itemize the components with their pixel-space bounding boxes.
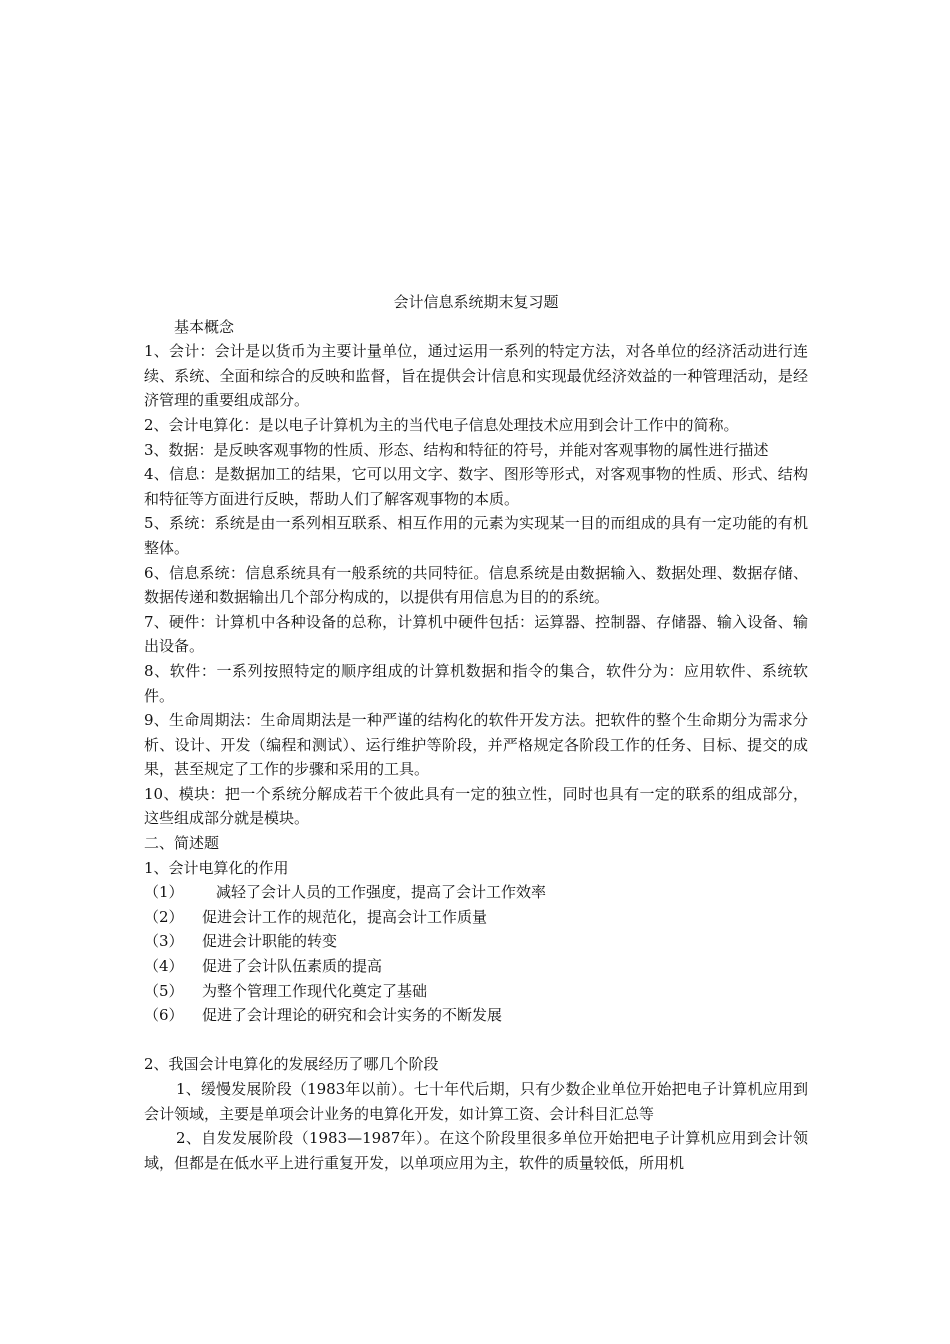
definition-label: 4、信息： <box>144 465 215 484</box>
definition-accounting <box>144 339 808 413</box>
stage-paragraph: 1、缓慢发展阶段（1983年以前）。七十年代后期，只有少数企业单位开始把电子计算机应用到会计领域，主要是单项会计业务的电算化开发，如计算工资、会计科目汇总等 <box>144 1080 808 1123</box>
definition-computerized-accounting <box>144 413 808 438</box>
definition-module <box>144 782 808 831</box>
definition-text: 生命周期法是一种严谨的结构化的软件开发方法。把软件的整个生命期分为需求分析、设计、开发（编程和测试）、运行维护等阶段，并严格规定各阶段工作的任务、目标、提交的成果，甚至规定了工作的步骤和采用的工具。 <box>144 711 808 779</box>
definition-label: 8、软件： <box>144 661 217 680</box>
list-item-number: （5） <box>144 981 184 1000</box>
definition-label: 1、会计： <box>144 342 215 361</box>
blank-line <box>144 1028 808 1053</box>
definition-label: 7、硬件： <box>144 612 215 631</box>
list-item-number: （4） <box>144 957 184 976</box>
definition-hardware <box>144 610 808 659</box>
definition-text: 是反映客观事物的性质、形态、结构和特征的符号，并能对客观事物的属性进行描述 <box>213 440 769 459</box>
definition-system <box>144 511 808 560</box>
definition-life-cycle-method <box>144 708 808 782</box>
list-item-number: （3） <box>144 932 184 951</box>
list-item-text: 促进会计工作的规范化，提高会计工作质量 <box>202 907 488 926</box>
definition-label: 10、模块： <box>144 784 225 803</box>
document-title: 会计信息系统期末复习题 <box>393 293 559 311</box>
definition-text: 计算机中各种设备的总称，计算机中硬件包括：运算器、控制器、存储器、输入设备、输出设备。 <box>144 612 809 656</box>
list-item-text: 促进了会计队伍素质的提高 <box>202 957 383 976</box>
question-1-title: 1、会计电算化的作用 <box>144 858 289 877</box>
definition-text: 会计是以货币为主要计量单位，通过运用一系列的特定方法，对各单位的经济活动进行连续、系统、全面和综合的反映和监督，旨在提供会计信息和实现最优经济效益的一种管理活动，是经济管理的重要组成部分。 <box>144 342 809 410</box>
definition-data <box>144 438 808 463</box>
definition-label: 9、生命周期法： <box>144 711 261 730</box>
list-item <box>144 1003 808 1028</box>
definition-software <box>144 659 808 708</box>
definition-label: 6、信息系统： <box>144 563 246 582</box>
stage-paragraph: 2、自发发展阶段（1983—1987年）。在这个阶段里很多单位开始把电子计算机应用到会计领域，但都是在低水平上进行重复开发，以单项应用为主，软件的质量较低，所用机 <box>144 1129 808 1172</box>
definition-label: 2、会计电算化： <box>144 415 259 434</box>
definition-text: 是以电子计算机为主的当代电子信息处理技术应用到会计工作中的简称。 <box>258 415 739 434</box>
definition-label: 5、系统： <box>144 514 215 533</box>
list-item-text: 减轻了会计人员的工作强度，提高了会计工作效率 <box>216 883 547 902</box>
section-heading-short-answer: 二、简述题 <box>144 834 220 853</box>
section-heading-basic-concepts: 基本概念 <box>174 317 235 336</box>
definition-text: 把一个系统分解成若干个彼此具有一定的独立性，同时也具有一定的联系的组成部分，这些组成部分就是模块。 <box>144 784 808 828</box>
list-item <box>144 979 808 1004</box>
definition-text: 是数据加工的结果，它可以用文字、数字、图形等形式，对客观事物的性质、形式、结构和特征等方面进行反映，帮助人们了解客观事物的本质。 <box>144 465 809 508</box>
list-item <box>144 880 808 905</box>
question-2-title: 2、我国会计电算化的发展经历了哪几个阶段 <box>144 1055 439 1074</box>
list-item-number: （6） <box>144 1006 184 1025</box>
list-item-text: 促进会计职能的转变 <box>202 932 338 951</box>
list-item <box>144 905 808 930</box>
list-item <box>144 929 808 954</box>
list-item-number: （2） <box>144 907 184 926</box>
definition-text: 一系列按照特定的顺序组成的计算机数据和指令的集合，软件分为：应用软件、系统软件。 <box>144 661 808 705</box>
definition-text: 系统是由一系列相互联系、相互作用的元素为实现某一目的而组成的具有一定功能的有机整体。 <box>144 514 809 557</box>
definition-text: 信息系统具有一般系统的共同特征。信息系统是由数据输入、数据处理、数据存储、数据传递和数据输出几个部分构成的，以提供有用信息为目的的系统。 <box>144 563 808 607</box>
definition-information-system <box>144 561 808 610</box>
list-item <box>144 954 808 979</box>
definition-label: 3、数据： <box>144 440 214 459</box>
list-item-text: 为整个管理工作现代化奠定了基础 <box>202 981 428 1000</box>
list-item-text: 促进了会计理论的研究和会计实务的不断发展 <box>202 1006 503 1025</box>
list-item-number: （1） <box>144 883 184 902</box>
document-body <box>144 290 808 1175</box>
definition-information <box>144 462 808 511</box>
